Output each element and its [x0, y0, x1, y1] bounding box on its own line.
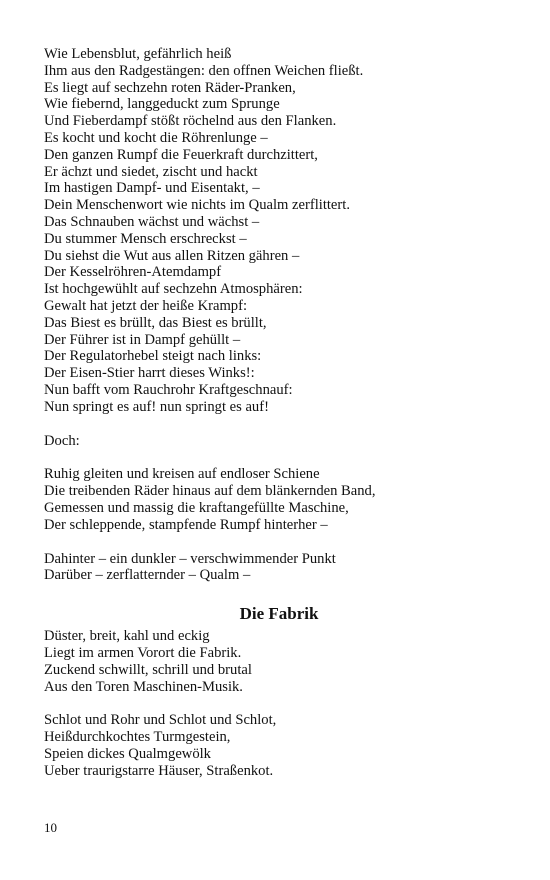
- verse-line: Der schleppende, stampfende Rumpf hinterher –: [44, 516, 328, 533]
- verse-line: Der Regulatorhebel steigt nach links:: [44, 348, 262, 365]
- verse-line: Die treibenden Räder hinaus auf dem blänkernden Band,: [44, 483, 376, 500]
- page-content: [44, 46, 514, 779]
- verse-line: Der Führer ist in Dampf gehüllt –: [44, 331, 241, 348]
- verse-line: Doch:: [44, 432, 80, 449]
- verse-line: Dahinter – ein dunkler – verschwimmender Punkt: [44, 550, 336, 567]
- verse-line: Im hastigen Dampf- und Eisentakt, –: [44, 180, 260, 197]
- poem2-stanza2: [44, 712, 514, 779]
- verse-line: Aus den Toren Maschinen-Musik.: [44, 678, 243, 695]
- verse-line: Gemessen und massig die kraftangefüllte Maschine,: [44, 499, 349, 516]
- verse-line: Du siehst die Wut aus allen Ritzen gähren –: [44, 247, 300, 264]
- stanza-gap: [44, 534, 514, 551]
- verse-line: Wie fiebernd, langgeduckt zum Sprunge: [44, 96, 280, 113]
- poem-title: Die Fabrik: [239, 604, 319, 624]
- verse-line: Schlot und Rohr und Schlot und Schlot,: [44, 712, 277, 729]
- poem1-stanza3: [44, 466, 514, 533]
- poem1-stanza2: [44, 433, 514, 450]
- verse-line: Nun springt es auf! nun springt es auf!: [44, 398, 269, 415]
- verse-line: Zuckend schwillt, schrill und brutal: [44, 661, 252, 678]
- verse-line: Darüber – zerflatternder – Qualm –: [44, 567, 251, 584]
- verse-line: Dein Menschenwort wie nichts im Qualm zerflittert.: [44, 197, 350, 214]
- verse-line: Den ganzen Rumpf die Feuerkraft durchzittert,: [44, 146, 318, 163]
- verse-line: Es liegt auf sechzehn roten Räder-Pranken,: [44, 79, 296, 96]
- page-number: 10: [44, 820, 57, 835]
- verse-line: Speien dickes Qualmgewölk: [44, 745, 211, 762]
- poem1-stanza1: [44, 46, 514, 416]
- verse-line: Ruhig gleiten und kreisen auf endloser Schiene: [44, 466, 320, 483]
- poem1-stanza4: [44, 551, 514, 585]
- verse-line: Ihm aus den Radgestängen: den offnen Weichen fließt.: [44, 62, 364, 79]
- verse-line: Der Kesselröhren-Atemdampf: [44, 264, 222, 281]
- verse-line: Das Biest es brüllt, das Biest es brüllt,: [44, 314, 267, 331]
- stanza-gap: [44, 416, 514, 433]
- verse-line: Nun bafft vom Rauchrohr Kraftgeschnauf:: [44, 381, 293, 398]
- verse-line: Gewalt hat jetzt der heiße Krampf:: [44, 297, 248, 314]
- verse-line: Ist hochgewühlt auf sechzehn Atmosphären:: [44, 281, 303, 298]
- verse-line: Ueber traurigstarre Häuser, Straßenkot.: [44, 762, 274, 779]
- verse-line: Heißdurchkochtes Turmgestein,: [44, 729, 231, 746]
- verse-line: Und Fieberdampf stößt röchelnd aus den Flanken.: [44, 113, 337, 130]
- verse-line: Es kocht und kocht die Röhrenlunge –: [44, 129, 268, 146]
- verse-line: Düster, breit, kahl und eckig: [44, 628, 210, 645]
- verse-line: Liegt im armen Vorort die Fabrik.: [44, 644, 242, 661]
- verse-line: Der Eisen-Stier harrt dieses Winks!:: [44, 365, 255, 382]
- stanza-gap: [44, 449, 514, 466]
- verse-line: Du stummer Mensch erschreckst –: [44, 230, 247, 247]
- verse-line: Er ächzt und siedet, zischt und hackt: [44, 163, 258, 180]
- verse-line: Wie Lebensblut, gefährlich heiß: [44, 46, 232, 62]
- poem2-stanza1: [44, 628, 514, 695]
- stanza-gap: [44, 695, 514, 712]
- verse-line: Das Schnauben wächst und wächst –: [44, 213, 260, 230]
